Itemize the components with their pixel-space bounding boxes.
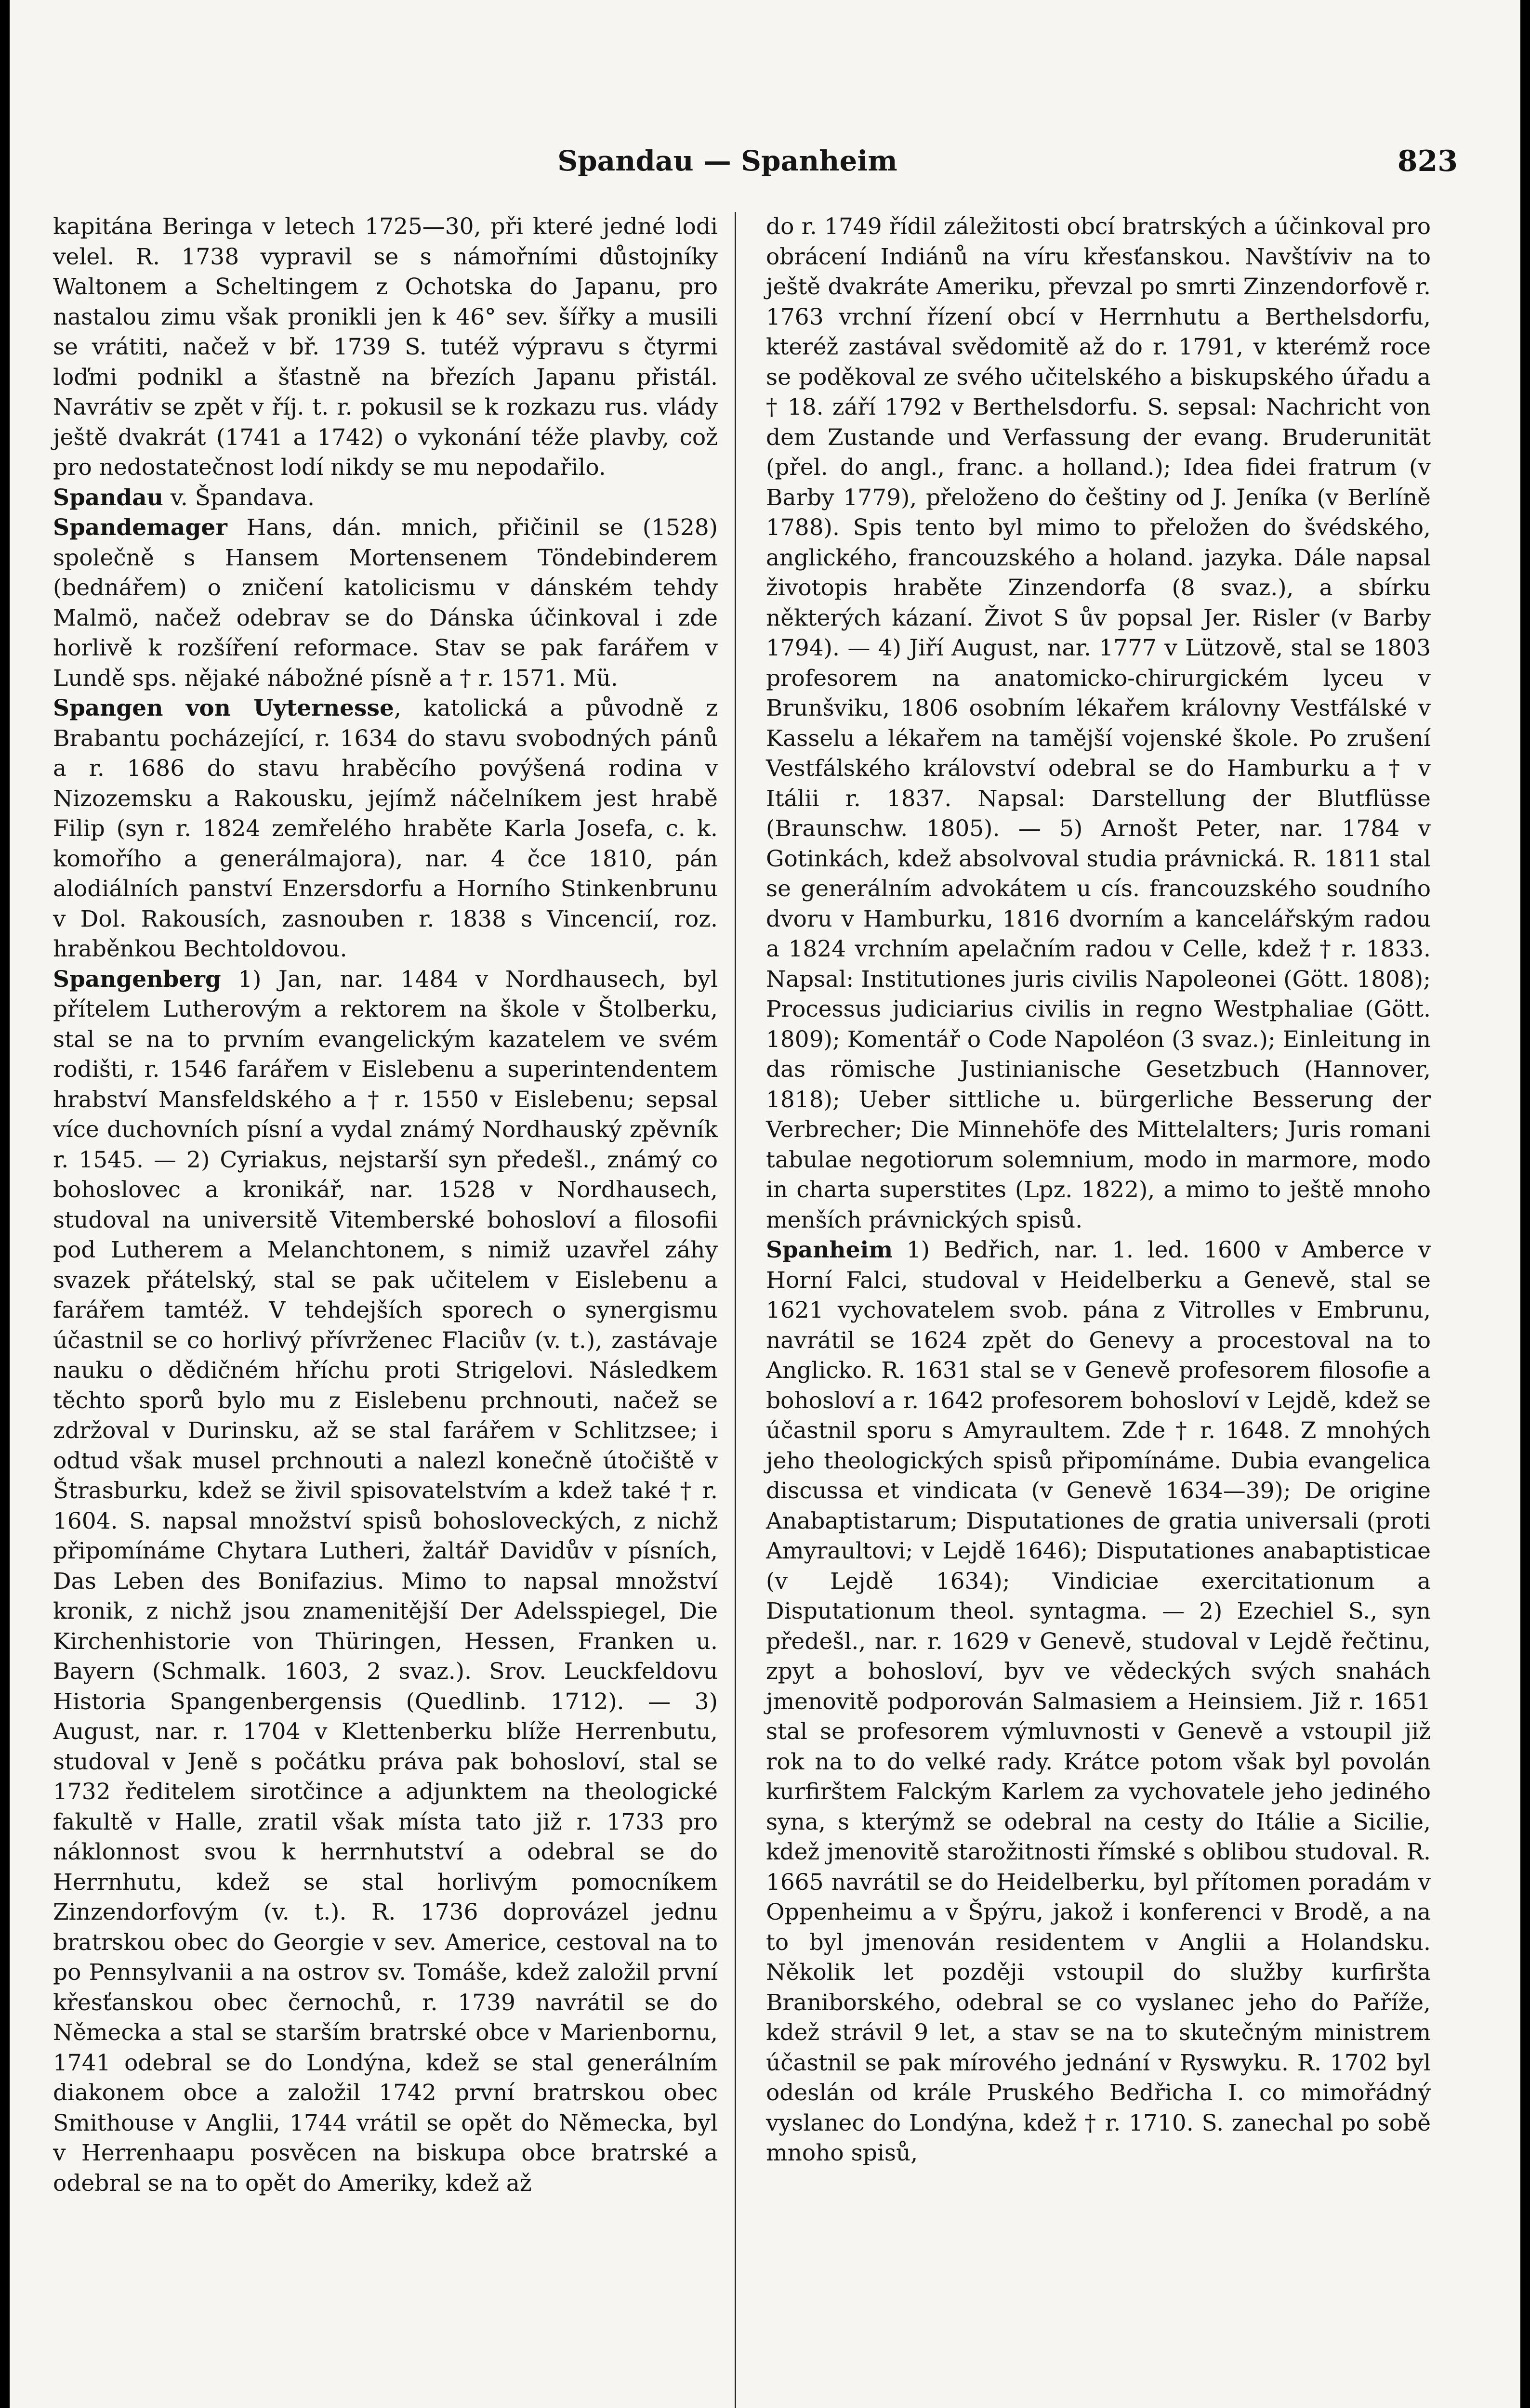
entry-spandemager: [53, 513, 718, 694]
entry-spangenberg: [53, 965, 718, 2199]
page: [10, 0, 1520, 2408]
headword-spandemager: Spandemager: [53, 514, 227, 541]
headword-spangen: Spangen von Uyternesse: [53, 695, 394, 721]
entry-body: v. Špandava.: [163, 484, 315, 511]
page-number: 823: [1397, 144, 1458, 178]
right-column: [766, 212, 1431, 2169]
entry-body: 1) Jan, nar. 1484 v Nordhausech, byl přítelem Lutherovým a rektorem na škole v Štolberku, stal se na to prvním evangelickým kazatelem ve svém rodišti, r. 1546 farářem v Eislebenu a superintendentem hrabství Mansfeldského a † r. 1550 v Eislebenu; sepsal více duchovních písní a vydal známý Nordhauský zpěvník r. 1545. — 2) Cyriakus, nejstarší syn předešl., známý co bohoslovec a kronikář, nar. 1528 v Nordhausech, studoval na universitě Vitemberské bohosloví a filosofii pod Lutherem a Melanchtonem, s nimiž uzavřel záhy svazek přátelský, stal se pak učitelem v Eislebenu a farářem tamtéž. V tehdejších sporech o synergismu účastnil se co horlivý přívrženec Flaciův (v. t.), zastávaje nauku o dědičném hříchu proti Strigelovi. Následkem těchto sporů bylo mu z Eislebenu prchnouti, načež se zdržoval v Durinsku, až se stal farářem v Schlitzsee; i odtud však musel prchnouti a nalezl konečně útočiště v Štrasburku, kdež se živil spisovatelstvím a kdež také † r. 1604. S. napsal množství spisů bohosloveckých, z nichž připomínáme Chytara Lutheri, žaltář Davidův v písních, Das Leben des Bonifazius. Mimo to napsal množství kronik, z nichž jsou znamenitější Der Adelsspiegel, Die Kirchenhistorie von Thüringen, Hessen, Franken u. Bayern (Schmalk. 1603, 2 svaz.). Srov. Leuckfeldovu Historia Spangenbergensis (Quedlinb. 1712). — 3) August, nar. r. 1704 v Klettenberku blíže Herrenbutu, studoval v Jeně s počátku práva pak bohosloví, stal se 1732 ředitelem sirotčince a adjunktem na theologické fakultě v Halle, zratil však místa tato již r. 1733 pro náklonnost svou k herrnhutství a odebral se do Herrnhutu, kdež se stal horlivým pomocníkem Zinzendorfovým (v. t.). R. 1736 doprovázel jednu bratrskou obec do Georgie v sev. Americe, cestoval na to po Pennsylvanii a na ostrov sv. Tomáše, kdež založil první křesťanskou obec černochů, r. 1739 navrátil se do Německa a stal se starším bratrské obce v Marienbornu, 1741 odebral se do Londýna, kdež se stal generálním diakonem obce a založil 1742 první bratrskou obec Smithouse v Anglii, 1744 vrátil se opět do Německa, byl v Herrenhaapu posvěcen na biskupa obce bratrské a odebral se na to opět do Ameriky, kdež až: [53, 966, 718, 2197]
entry-continuation: do r. 1749 řídil záležitosti obcí bratrských a účinkoval pro obrácení Indiánů na víru křesťanskou. Navštíviv na to ještě dvakráte Ameriku, převzal po smrti Zinzendorfově r. 1763 vrchní řízení obcí v Herrnhutu a Berthelsdorfu, kteréž zastával svědomitě až do r. 1791, v kterémž roce se poděkoval ze svého učitelského a biskupského úřadu a † 18. září 1792 v Berthelsdorfu. S. sepsal: Nachricht von dem Zustande und Verfassung der evang. Bruderunität (přel. do angl., franc. a holland.); Idea fidei fratrum (v Barby 1779), přeloženo do češtiny od J. Jeníka (v Berlíně 1788). Spis tento byl mimo to přeložen do švédského, anglického, francouzského a holand. jazyka. Dále napsal životopis hraběte Zinzendorfa (8 svaz.), a sbírku některých kázaní. Život S ův popsal Jer. Risler (v Barby 1794). — 4) Jiří August, nar. 1777 v Lützově, stal se 1803 profesorem na anatomicko-chirurgickém lyceu v Brunšviku, 1806 osobním lékařem královny Vestfálské v Kasselu a lékařem na tamější vojenské škole. Po zrušení Vestfálského království odebral se do Hamburku a † v Itálii r. 1837. Napsal: Darstellung der Blutflüsse (Braunschw. 1805). — 5) Arnošt Peter, nar. 1784 v Gotinkách, kdež absolvoval studia právnická. R. 1811 stal se generálním advokátem u cís. francouzského soudního dvoru v Hamburku, 1816 dvorním a kancelářským radou a 1824 vrchním apelačním radou v Celle, kdež † r. 1833. Napsal: Institutiones juris civilis Napoleonei (Gött. 1808); Processus judiciarius civilis in regno Westphaliae (Gött. 1809); Komentář o Code Napoléon (3 svaz.); Einleitung in das römische Justinianische Gesetzbuch (Hannover, 1818); Ueber sittliche u. bürgerliche Besserung der Verbrecher; Die Minnehöfe des Mittelalters; Juris romani tabulae negotiorum solemnium, modo in marmore, modo in charta superstites (Lpz. 1822), a mimo to ještě mnoho menších právnických spisů.: [766, 213, 1431, 1233]
left-column: [53, 212, 718, 2199]
entry-spandau: [53, 483, 718, 513]
running-head: Spandau — Spanheim: [557, 144, 897, 177]
entry-continuation: kapitána Beringa v letech 1725—30, při které jedné lodi velel. R. 1738 vypravil se s námořními důstojníky Waltonem a Scheltingem z Ochotska do Japanu, pro nastalou zimu však pronikli jen k 46° sev. šířky a musili se vrátiti, načež v bř. 1739 S. tutéž výpravu s čtyrmi loďmi podnikl a šťastně na březích Japanu přistál. Navrátiv se zpět v říj. t. r. pokusil se k rozkazu rus. vlády ještě dvakrát (1741 a 1742) o vykonání téže plavby, což pro nedostatečnost lodí nikdy se mu nepodařilo.: [53, 213, 718, 481]
entry-spanheim: [766, 1235, 1431, 2169]
entry-body: 1) Bedřich, nar. 1. led. 1600 v Amberce v Horní Falci, studoval v Heidelberku a Genevě, stal se 1621 vychovatelem svob. pána z Vitrolles v Embrunu, navrátil se 1624 zpět do Genevy a procestoval na to Anglicko. R. 1631 stal se v Genevě profesorem filosofie a bohosloví a r. 1642 profesorem bohosloví v Lejdě, kdež se účastnil sporu s Amyraultem. Zde † r. 1648. Z mnohých jeho theologických spisů připomínáme. Dubia evangelica discussa et vindicata (v Genevě 1634—39); De origine Anabaptistarum; Disputationes de gratia universali (proti Amyraultovi; v Lejdě 1646); Disputationes anabaptisticae (v Lejdě 1634); Vindiciae exercitationum a Disputationum theol. syntagma. — 2) Ezechiel S., syn předešl., nar. r. 1629 v Genevě, studoval v Lejdě řečtinu, zpyt a bohosloví, byv ve vědeckých svých snahách jmenovitě podporován Salmasiem a Heinsiem. Již r. 1651 stal se profesorem výmluvnosti v Genevě a vstoupil již rok na to do velké rady. Krátce potom však byl povolán kurfirštem Falckým Karlem za vychovatele jeho jediného syna, s kterýmž se odebral na cesty do Itálie a Sicilie, kdež jmenovitě starožitnosti římské s oblibou studoval. R. 1665 navrátil se do Heidelberku, byl přítomen poradám v Oppenheimu a v Špýru, jakož i konferenci v Brodě, a na to byl jmenován residentem v Anglii a Holandsku. Několik let později vstoupil do služby kurfiršta Braniborského, odebral se co vyslanec jeho do Paříže, kdež strávil 9 let, a stav se na to skutečným ministrem účastnil se pak mírového jednání v Ryswyku. R. 1702 byl odeslán od krále Pruského Bedřicha I. co mimořádný vyslanec do Londýna, kdež † r. 1710. S. zanechal po sobě mnoho spisů,: [766, 1237, 1431, 2166]
headword-spanheim: Spanheim: [766, 1237, 893, 1263]
entry-body: , katolická a původně z Brabantu pocházející, r. 1634 do stavu svobodných pánů a r. 1686 do stavu hraběcího povýšená rodina v Nizozemsku a Rakousku, jejímž náčelníkem jest hrabě Filip (syn r. 1824 zemřelého hraběte Karla Josefa, c. k. komořího a generálmajora), nar. 4 čce 1810, pán alodiálních panství Enzersdorfu a Horního Stinkenbrunu v Dol. Rakousích, zasnouben r. 1838 s Vincencií, roz. hraběnkou Bechtoldovou.: [53, 695, 718, 962]
header: [10, 144, 1520, 188]
entry-spangen: [53, 694, 718, 965]
entry-body: Hans, dán. mnich, přičinil se (1528) společně s Hansem Mortensenem Töndebinderem (bednářem) o zničení katolicismu v dánském tehdy Malmö, načež odebrav se do Dánska účinkoval i zde horlivě k rozšíření reformace. Stav se pak farářem v Lundě sps. nějaké nábožné písně a † r. 1571. Mü.: [53, 514, 718, 692]
column-divider: [735, 212, 736, 2408]
headword-spangenberg: Spangenberg: [53, 966, 221, 993]
headword-spandau: Spandau: [53, 484, 163, 511]
